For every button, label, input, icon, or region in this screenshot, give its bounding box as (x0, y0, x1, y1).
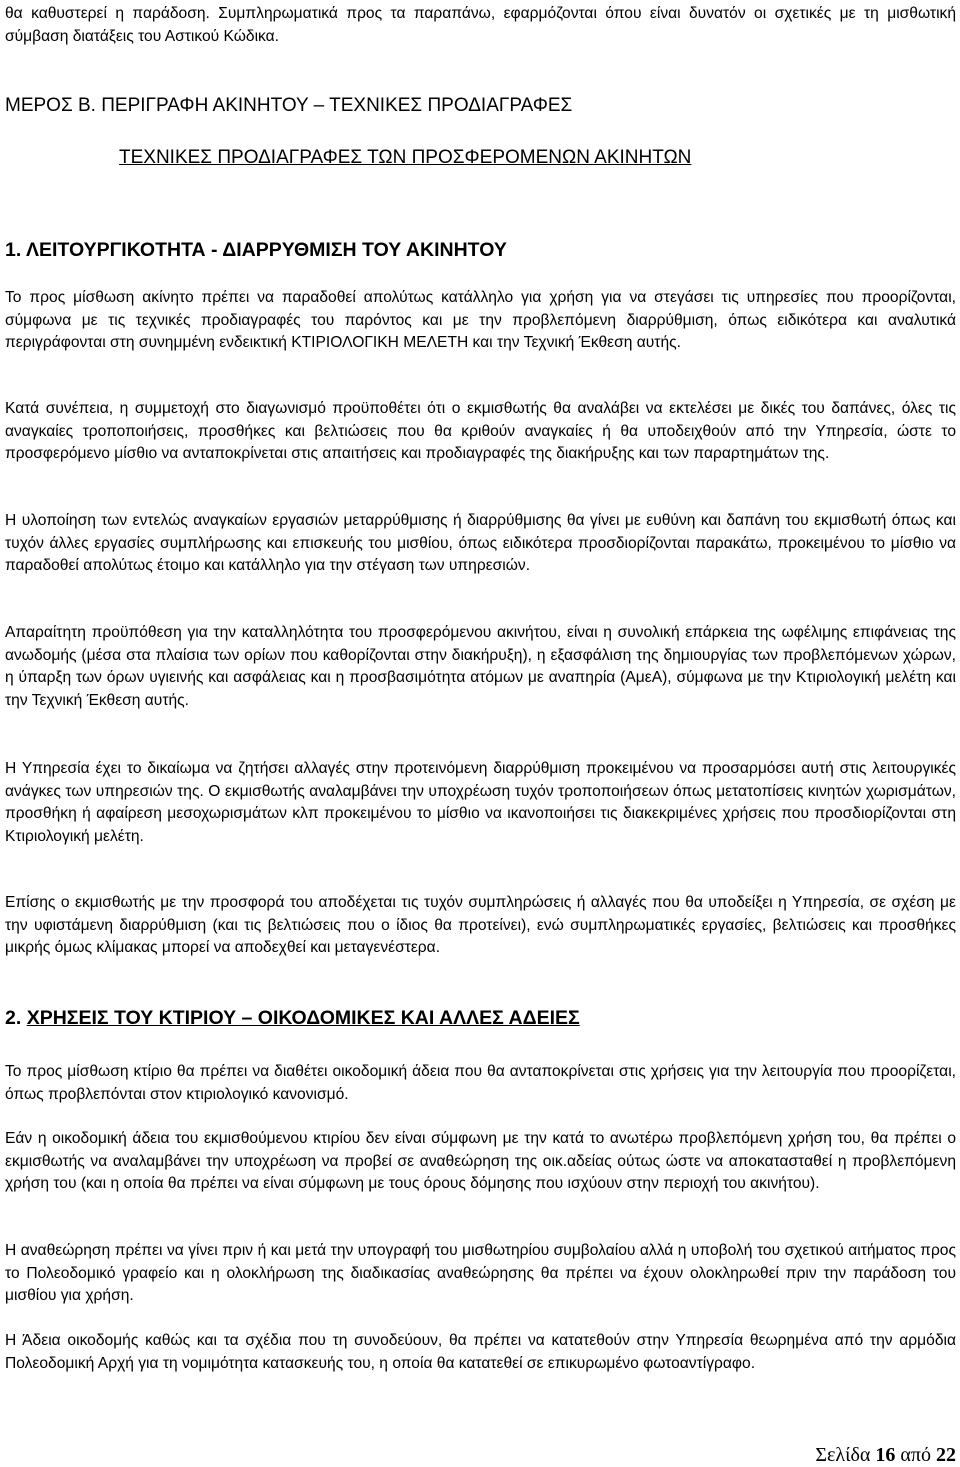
page-label: Σελίδα (815, 1444, 871, 1466)
section-1-paragraph-4: Απαραίτητη προϋπόθεση για την καταλληλότητα του προσφερόμενου ακινήτου, είναι η συνολική επάρκεια της ωφέλιμης επιφάνειας της ανωδομής (μέσα στα πλαίσια των ορίων που καθορίζονται στην διακήρυξη), η εξασφάλιση της δημιουργίας των προβλεπόμενων χώρων, η ύπαρξη των όρων υγιεινής και ασφάλειας και η προσβασιμότητα ατόμων με αναπηρία (ΑμεΑ), σύμφωνα με την Κτιριολογική μελέτη και την Τεχνική Έκθεση αυτής. (5, 624, 956, 709)
section-1-paragraph-1: Το προς μίσθωση ακίνητο πρέπει να παραδοθεί απολύτως κατάλληλο για χρήση για να στεγάσει τις υπηρεσίες που προορίζονται, σύμφωνα με τις τεχνικές προδιαγραφές του παρόντος και με την προβλεπόμενη διαρρύθμιση, όπως ειδικότερα και αναλυτικά περιγράφονται στη συνημμένη ενδεικτική ΚΤΙΡΙΟΛΟΓΙΚΗ ΜΕΛΕΤΗ και την Τεχνική Έκθεση αυτής. (5, 289, 956, 352)
section-1-heading: 1. ΛΕΙΤΟΥΡΓΙΚΟΤΗΤΑ - ΔΙΑΡΡΥΘΜΙΣΗ ΤΟΥ ΑΚΙΝΗΤΟΥ (5, 239, 507, 261)
section-2-paragraph-1: Το προς μίσθωση κτίριο θα πρέπει να διαθέτει οικοδομική άδεια που θα ανταποκρίνεται στις χρήσεις για την λειτουργία που προορίζεται, όπως προβλεπόνται στον κτιριολογικό κανονισμό. (5, 1063, 956, 1103)
part-heading: ΜΕΡΟΣ Β. ΠΕΡΙΓΡΑΦΗ ΑΚΙΝΗΤΟΥ – ΤΕΧΝΙΚΕΣ ΠΡΟΔΙΑΓΡΑΦΕΣ (5, 95, 573, 116)
intro-paragraph: θα καθυστερεί η παράδοση. Συμπληρωματικά προς τα παραπάνω, εφαρμόζονται όπου είναι δυνατόν οι σχετικές με τη μισθωτική σύμβαση διατάξεις του Αστικού Κώδικα. (5, 5, 956, 45)
section-2-paragraph-3: Η αναθεώρηση πρέπει να γίνει πριν ή και μετά την υπογραφή του μισθωτηρίου συμβολαίου αλλά η υποβολή του σχετικού αιτήματος προς το Πολεοδομικό γραφείο και η ολοκλήρωση της διαδικασίας αναθεώρησης θα πρέπει να έχουν ολοκληρωθεί πριν την παράδοση του μισθίου για χρήση. (5, 1242, 956, 1305)
section-1-paragraph-5: Η Υπηρεσία έχει το δικαίωμα να ζητήσει αλλαγές στην προτεινόμενη διαρρύθμιση προκειμένου να προσαρμόσει αυτή στις λειτουργικές ανάγκες των υπηρεσιών της. Ο εκμισθωτής αναλαμβάνει την υποχρέωση τυχόν τροποποιήσεων όπως μετατοπίσεις κινητών χωρισμάτων, προσθήκη ή αφαίρεση μεσοχωρισμάτων κλπ προκειμένου το μίσθιο να ικανοποιήσει τις διακεκριμένες χρήσεις που προσδιορίζονται στη Κτιριολογική μελέτη. (5, 760, 956, 845)
section-2-paragraph-2: Εάν η οικοδομική άδεια του εκμισθούμενου κτιρίου δεν είναι σύμφωνη με την κατά το ανωτέρω προβλεπόμενη χρήση του, θα πρέπει ο εκμισθωτής να αναλαμβάνει την υποχρέωση να προβεί σε αναθεώρηση της οικ.αδείας ούτως ώστε να αποκατασταθεί η προβλεπόμενη χρήση του (και η οποία θα πρέπει να είναι σύμφωνη με τους όρους δόμησης που ισχύουν στην περιοχή του ακινήτου). (5, 1130, 956, 1193)
section-2-heading (5, 1006, 580, 1030)
page-number-footer (815, 1443, 956, 1467)
section-1-paragraph-6: Επίσης ο εκμισθωτής με την προσφορά του αποδέχεται τις τυχόν συμπληρώσεις ή αλλαγές που θα υποδείξει η Υπηρεσία, σε σχέση με την υφιστάμενη διαρρύθμιση (και τις βελτιώσεις που ο ίδιος θα προτείνει), ενώ συμπληρωματικές εργασίες, βελτιώσεις και προσθήκες μικρής όμως κλίμακας μπορεί να αποδεχθεί και μεταγενέστερα. (5, 894, 956, 957)
section-2-number: 2. (5, 1007, 22, 1029)
section-2-paragraph-4: Η Άδεια οικοδομής καθώς και τα σχέδια που τη συνοδεύουν, θα πρέπει να κατατεθούν στην Υπηρεσία θεωρημένα από την αρμόδια Πολεοδομική Αρχή για τη νομιμότητα κατασκευής του, η οποία θα κατατεθεί σε επικυρωμένο φωτοαντίγραφο. (5, 1332, 956, 1372)
part-subtitle: ΤΕΧΝΙΚΕΣ ΠΡΟΔΙΑΓΡΑΦΕΣ ΤΩΝ ΠΡΟΣΦΕΡΟΜΕΝΩΝ ΑΚΙΝΗΤΩΝ (119, 147, 692, 168)
total-pages: 22 (936, 1444, 956, 1466)
page-of-label: από (900, 1444, 931, 1466)
section-1-paragraph-2: Κατά συνέπεια, η συμμετοχή στο διαγωνισμό προϋποθέτει ότι ο εκμισθωτής θα αναλάβει να εκτελέσει με δικές του δαπάνες, όλες τις αναγκαίες τροποποιήσεις, προσθήκες και βελτιώσεις που θα κριθούν αναγκαίες ή θα υποδειχθούν από την Υπηρεσία, ώστε το προσφερόμενο μίσθιο να ανταποκρίνεται στις απαιτήσεις και προδιαγραφές της διακήρυξης και των παραρτημάτων της. (5, 400, 956, 463)
current-page: 16 (875, 1444, 896, 1466)
section-2-title: ΧΡΗΣΕΙΣ ΤΟΥ ΚΤΙΡΙΟΥ – ΟΙΚΟΔΟΜΙΚΕΣ ΚΑΙ ΑΛΛΕΣ ΑΔΕΙΕΣ (26, 1007, 580, 1029)
section-1-paragraph-3: Η υλοποίηση των εντελώς αναγκαίων εργασιών μεταρρύθμισης ή διαρρύθμισης θα γίνει με ευθύνη και δαπάνη του εκμισθωτή όπως και τυχόν άλλες εργασίες συμπλήρωσης και επισκευής του μισθίου, όπως ειδικότερα προσδιορίζονται παρακάτω, προκειμένου το μίσθιο να παραδοθεί απολύτως έτοιμο και κατάλληλο για την στέγαση των υπηρεσιών. (5, 512, 956, 575)
